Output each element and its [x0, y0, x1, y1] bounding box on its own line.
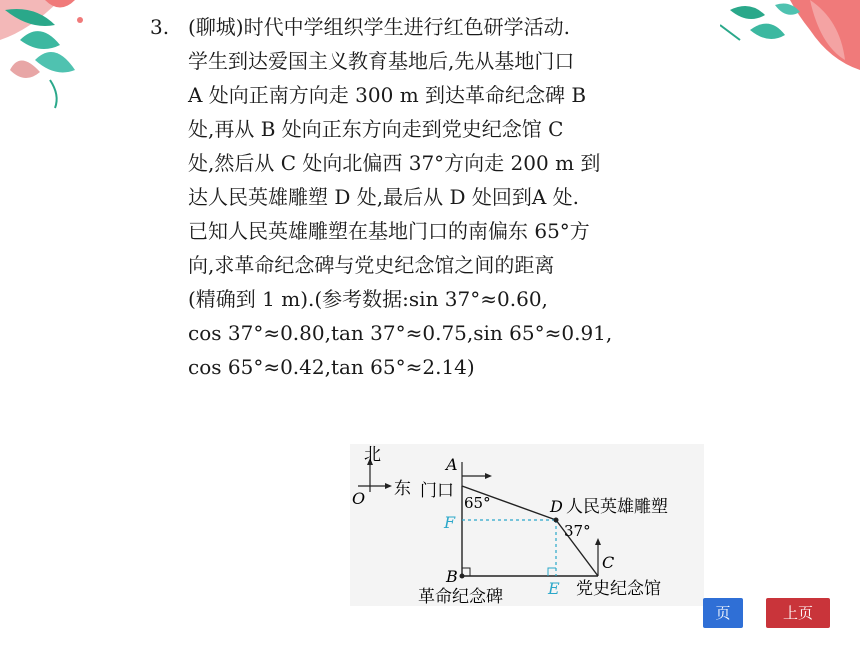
label-monument: 革命纪念碑 [418, 587, 503, 606]
point-D-dot [554, 518, 559, 523]
compass-east-label: 东 [394, 479, 411, 499]
problem-line: (精确到 1 m).(参考数据:sin 37°≈0.60, [188, 287, 548, 311]
problem-line: (聊城)时代中学组织学生进行红色研学活动. [188, 15, 570, 39]
label-angle-65: 65° [464, 494, 491, 512]
label-gate: 门口 [420, 481, 454, 501]
label-A: A [446, 455, 458, 474]
problem-line: 达人民英雄雕塑 D 处,最后从 D 处回到A 处. [188, 185, 580, 209]
compass-origin-label: O [352, 489, 366, 508]
prev-page-button[interactable]: 上页 [766, 598, 830, 628]
label-E: E [548, 579, 560, 598]
problem-line: 向,求革命纪念碑与党史纪念馆之间的距离 [188, 253, 555, 277]
problem-line: 处,然后从 C 处向北偏西 37°方向走 200 m 到 [188, 151, 601, 175]
problem-number: 3. [150, 15, 170, 39]
problem-line: cos 65°≈0.42,tan 65°≈2.14) [188, 355, 475, 379]
problem-line: 已知人民英雄雕塑在基地门口的南偏东 65°方 [188, 219, 590, 243]
label-F: F [444, 513, 456, 532]
problem-text [150, 10, 710, 384]
label-angle-37: 37° [564, 522, 591, 540]
floral-decoration-left-icon [0, 0, 120, 110]
point-B-dot [460, 574, 465, 579]
problem-line: A 处向正南方向走 300 m 到达革命纪念碑 B [188, 83, 587, 107]
label-B: B [446, 567, 458, 586]
next-page-button[interactable]: 页 [703, 598, 743, 628]
problem-line: cos 37°≈0.80,tan 37°≈0.75,sin 65°≈0.91, [188, 321, 613, 345]
problem-body [188, 10, 710, 384]
geometry-figure [350, 444, 704, 606]
problem-line: 学生到达爱国主义教育基地后,先从基地门口 [188, 49, 575, 73]
label-C: C [602, 553, 615, 572]
label-statue: 人民英雄雕塑 [566, 497, 668, 517]
floral-decoration-right-icon [720, 0, 860, 85]
label-party-museum: 党史纪念馆 [576, 579, 661, 599]
label-D: D [550, 497, 563, 516]
problem-line: 处,再从 B 处向正东方向走到党史纪念馆 C [188, 117, 564, 141]
compass-north-label: 北 [364, 445, 381, 465]
